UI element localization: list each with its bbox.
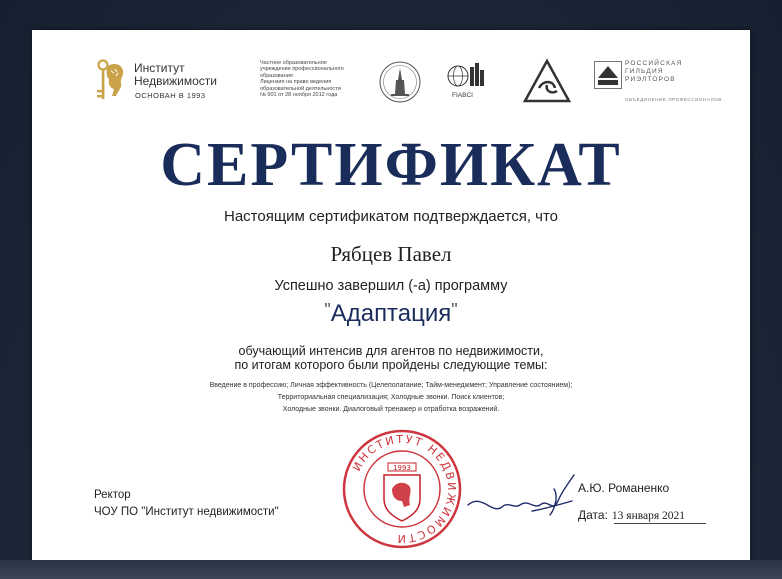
signer-name: А.Ю. Романенко [578,481,670,495]
license-line: образования [260,72,293,79]
license-line: № 901 от 28 ноября 2012 года [260,92,338,99]
date-value: 13 января 2021 [611,510,686,522]
issuer-name-line2: Недвижимости [134,74,218,88]
license-line: Частное образовательное [260,60,327,66]
license-line: образовательной деятельности [260,85,341,92]
completed-text: Успешно завершил (-а) программу [274,278,508,294]
license-line: учреждение профессионального [260,66,344,73]
topic-line: Холодные звонки. Диалоговый тренажер и отработка возражений. [282,406,500,413]
issuer-logo [94,58,244,104]
rgr-subtitle: ОБЪЕДИНЕНИЕ ПРОФЕССИОНАЛОВ [625,97,722,102]
rs-triangle-icon [523,58,571,104]
fiabci-label: FIABCI [452,92,473,99]
date-label: Дата: [578,508,608,522]
bottom-band [0,560,782,579]
topics-list [32,380,750,416]
confirm-text: Настоящим сертификатом подтверждается, что [223,208,559,225]
rector-block [94,487,279,521]
rector-title: Ректор [94,489,131,501]
program-description [32,344,750,372]
issuer-name-line1: Институт [134,61,185,75]
issuer-name [134,62,217,88]
program-name-block [32,300,750,328]
close-quote-mark: " [451,300,458,320]
program-name: Адаптация [330,300,452,327]
topic-line: Введение в профессию; Личная эффективность (Целеполагание; Тайм-менеджмент; Управление состоянием); [209,382,573,389]
rgr-name: РОССИЙСКАЯ ГИЛЬДИЯ РИЭЛТОРОВ [625,60,683,83]
issuer-since: ОСНОВАН В 1993 [135,91,206,100]
lion-key-emblem-icon [94,58,126,104]
rgr-logo [594,58,722,106]
recipient-name: Рябцев Павел [330,242,452,266]
institute-seal-icon [340,427,464,551]
license-text [260,60,368,98]
seal-text: ИНСТИТУТ НЕДВИЖИМОСТИ [350,432,459,546]
certificate-date [578,508,685,522]
certificate-title: СЕРТИФИКАТ [160,131,622,199]
description-line: по итогам которого были пройдены следующие темы: [234,358,548,372]
rgr-house-icon [594,61,622,89]
topic-line: Территориальная специализация; Холодные звонки. Поиск клиентов; [277,394,505,401]
open-quote-mark: " [324,300,331,320]
rector-org: ЧОУ ПО "Институт недвижимости" [94,506,279,518]
date-underline [614,523,706,524]
description-line: обучающий интенсив для агентов по недвижимости, [238,344,544,358]
certificate-sheet [32,30,750,567]
tower-badge-icon [378,60,422,104]
signature-icon [462,465,582,525]
seal-year: 1993 [393,464,411,472]
license-line: Лицензия на право ведения [260,79,332,86]
